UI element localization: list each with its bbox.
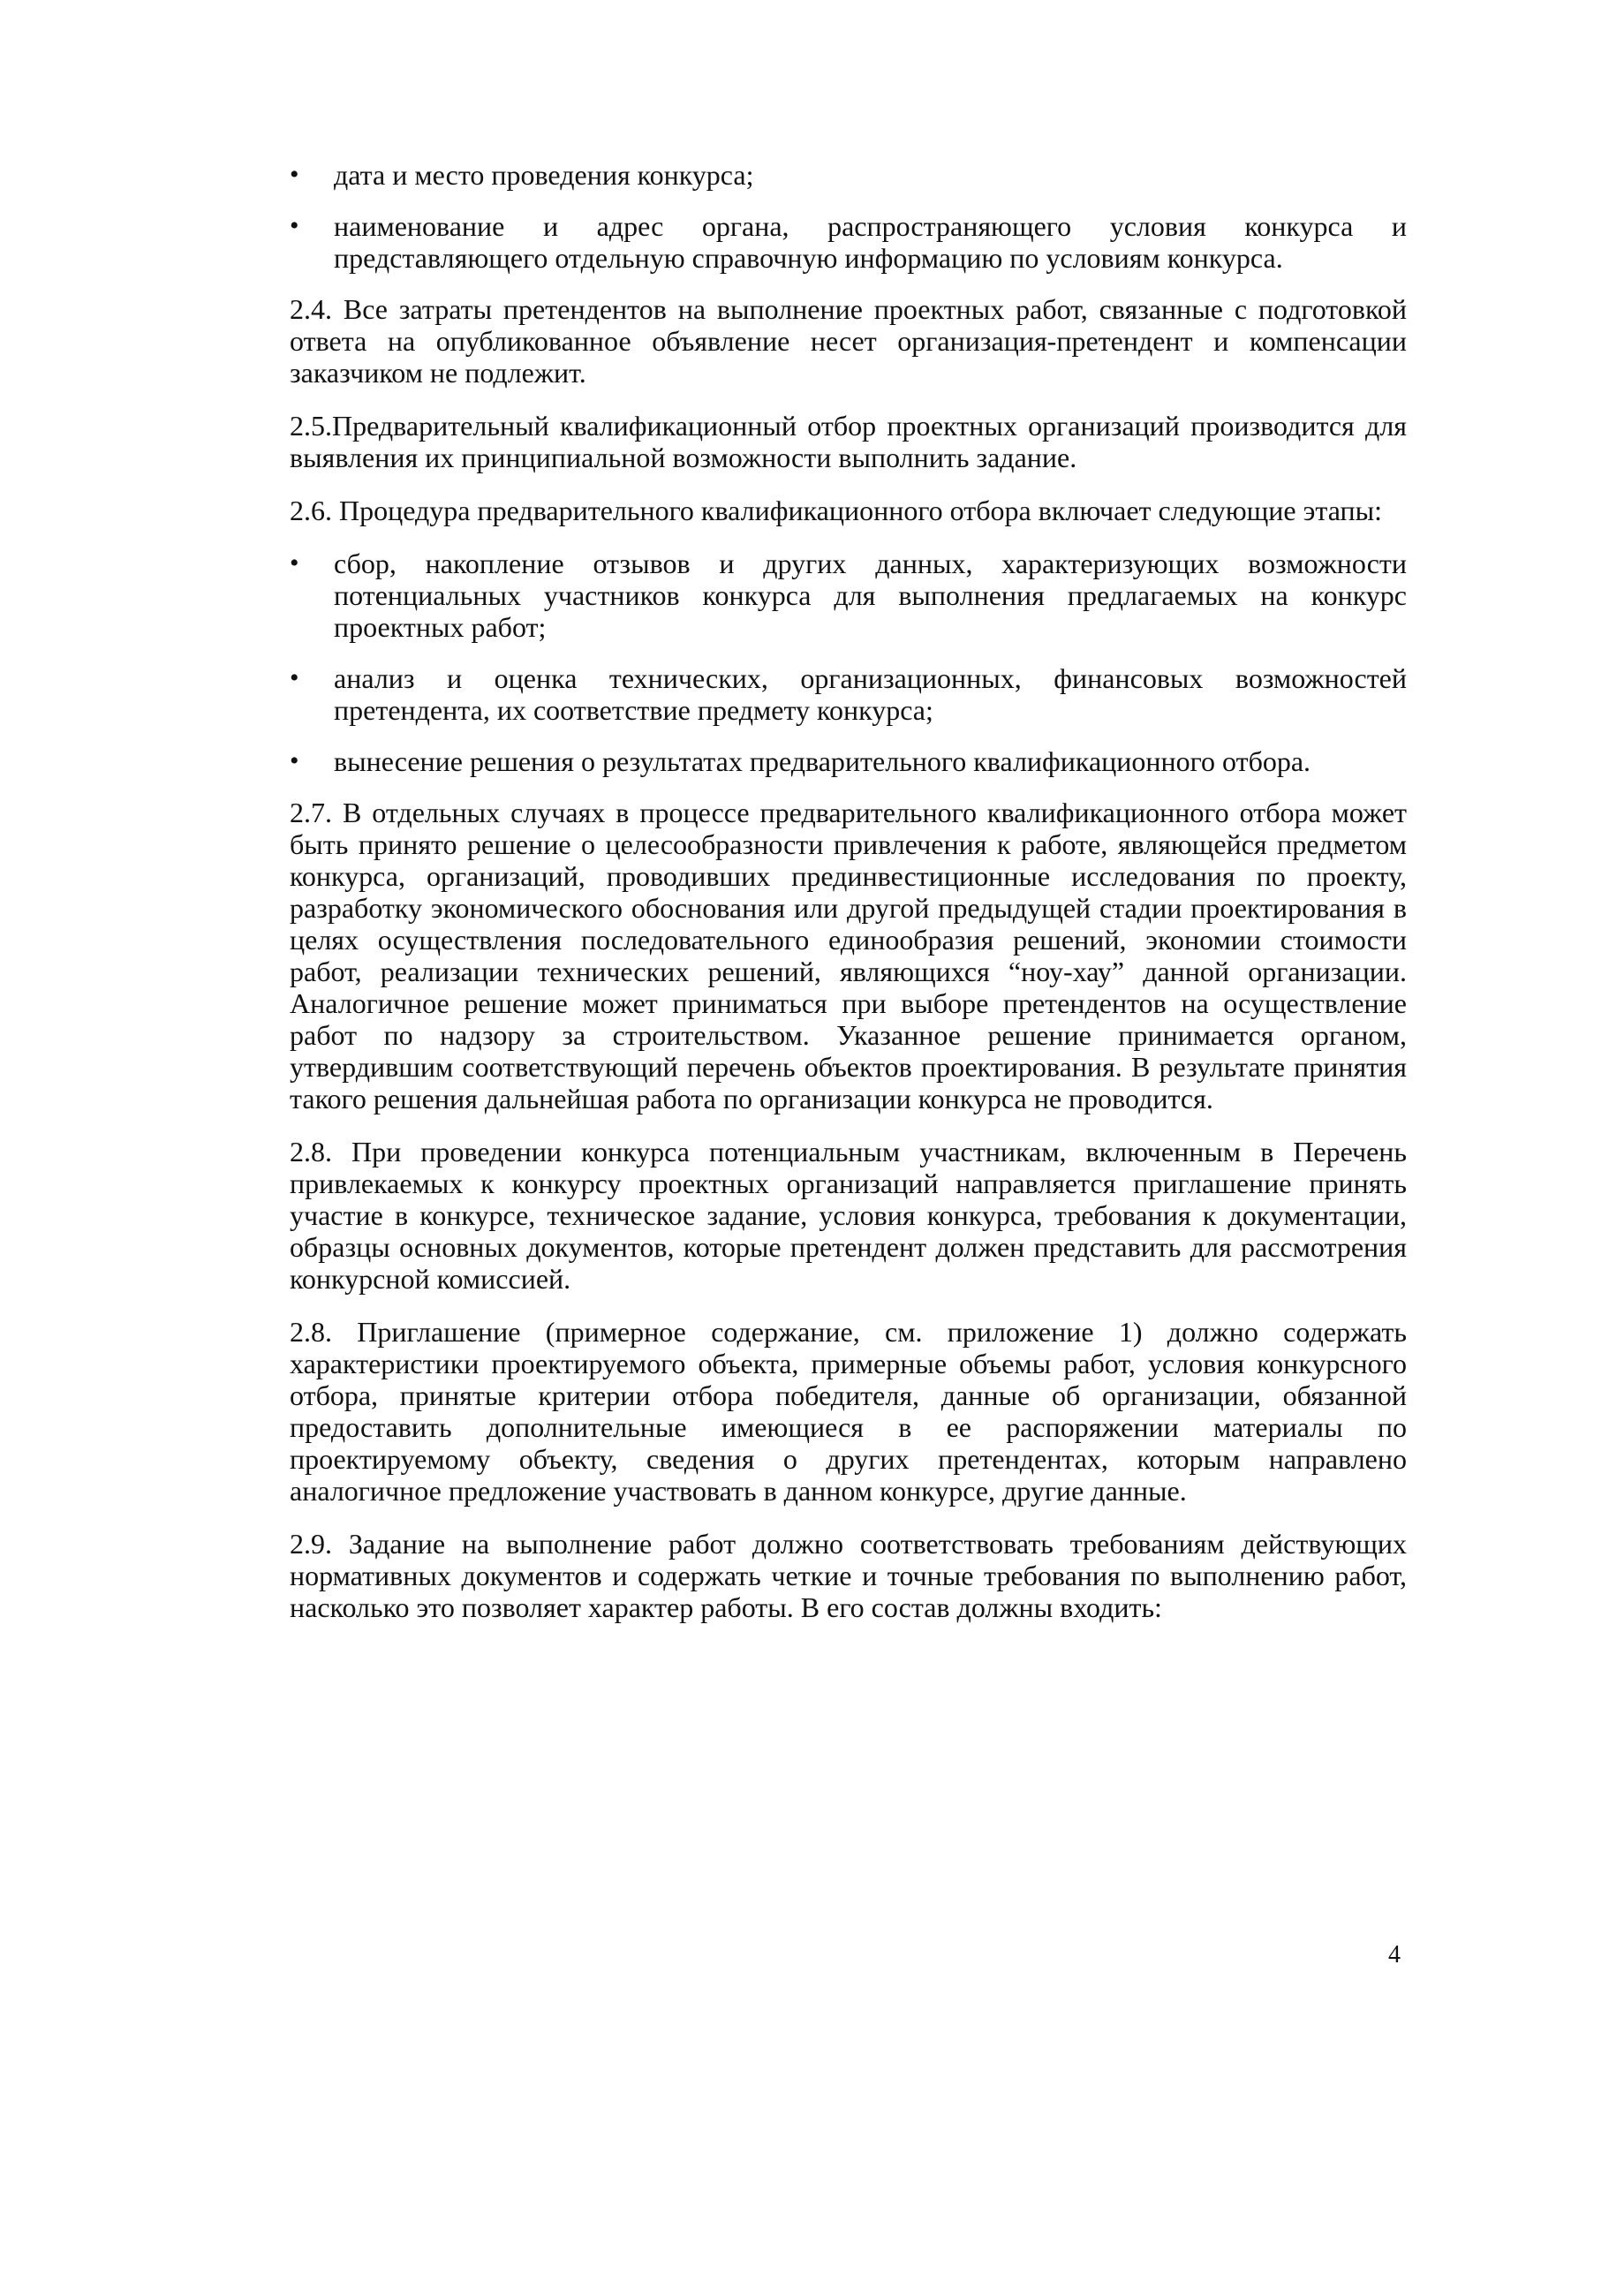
list-item <box>290 745 1407 777</box>
list-item-text: вынесение решения о результатах предварительного квалификационного отбора. <box>334 745 1311 777</box>
bullet-icon: • <box>290 746 299 775</box>
list-item-text: анализ и оценка технических, организационных, финансовых возможностей претендента, их соответствие предмету конкурса; <box>334 662 1407 726</box>
bullet-icon: • <box>290 663 299 692</box>
paragraph-2-5: 2.5.Предварительный квалификационный отбор проектных организаций производится для выявления их принципиальной возможности выполнить задание. <box>290 410 1407 473</box>
page-number: 4 <box>1388 1941 1401 1968</box>
paragraph-2-7: 2.7. В отдельных случаях в процессе предварительного квалификационного отбора может быть принято решение о целесообразности привлечения к работе, являющейся предметом конкурса, организаций, проводивших прединвестиционные исследования по проекту, разработку экономического обоснования или другой предыдущей стадии проектирования в целях осуществления последовательного единообразия решений, экономии стоимости работ, реализации технических решений, являющихся “ноу-хау” данной организации. Аналогичное решение может приниматься при выборе претендентов на осуществление работ по надзору за строительством. Указанное решение принимается органом, утвердившим соответствующий перечень объектов проектирования. В результате принятия такого решения дальнейшая работа по организации конкурса не проводится. <box>290 797 1407 1115</box>
list-item-text: дата и место проведения конкурса; <box>334 159 754 191</box>
list-item-text: сбор, накопление отзывов и других данных, характеризующих возможности потенциальных участников конкурса для выполнения предлагаемых на конкурс проектных работ; <box>334 548 1407 643</box>
list-item <box>290 210 1407 274</box>
paragraph-2-9: 2.9. Задание на выполнение работ должно соответствовать требованиям действующих нормативных документов и содержать четкие и точные требования по выполнению работ, насколько это позволяет характер работы. В его состав должны входить: <box>290 1528 1407 1623</box>
bullet-icon: • <box>290 160 299 189</box>
page-content <box>290 159 1407 1644</box>
list-item <box>290 662 1407 726</box>
list-item-text: наименование и адрес органа, распространяющего условия конкурса и представляющего отдельную справочную информацию по условиям конкурса. <box>334 210 1407 274</box>
bullet-icon: • <box>290 211 299 240</box>
paragraph-2-4: 2.4. Все затраты претендентов на выполнение проектных работ, связанные с подготовкой ответа на опубликованное объявление несет организация-претендент и компенсации заказчиком не подлежит. <box>290 293 1407 389</box>
list-item <box>290 548 1407 643</box>
list-item <box>290 159 1407 191</box>
bullet-icon: • <box>290 548 299 578</box>
paragraph-2-8: 2.8. При проведении конкурса потенциальным участникам, включенным в Перечень привлекаемых к конкурсу проектных организаций направляется приглашение принять участие в конкурсе, техническое задание, условия конкурса, требования к документации, образцы основных документов, которые претендент должен представить для рассмотрения конкурсной комиссией. <box>290 1136 1407 1295</box>
paragraph-2-8-invitation: 2.8. Приглашение (примерное содержание, см. приложение 1) должно содержать характеристики проектируемого объекта, примерные объемы работ, условия конкурсного отбора, принятые критерии отбора победителя, данные об организации, обязанной предоставить дополнительные имеющиеся в ее распоряжении материалы по проектируемому объекту, сведения о других претендентах, которым направлено аналогичное предложение участвовать в данном конкурсе, другие данные. <box>290 1316 1407 1507</box>
paragraph-2-6: 2.6. Процедура предварительного квалификационного отбора включает следующие этапы: <box>290 495 1383 526</box>
